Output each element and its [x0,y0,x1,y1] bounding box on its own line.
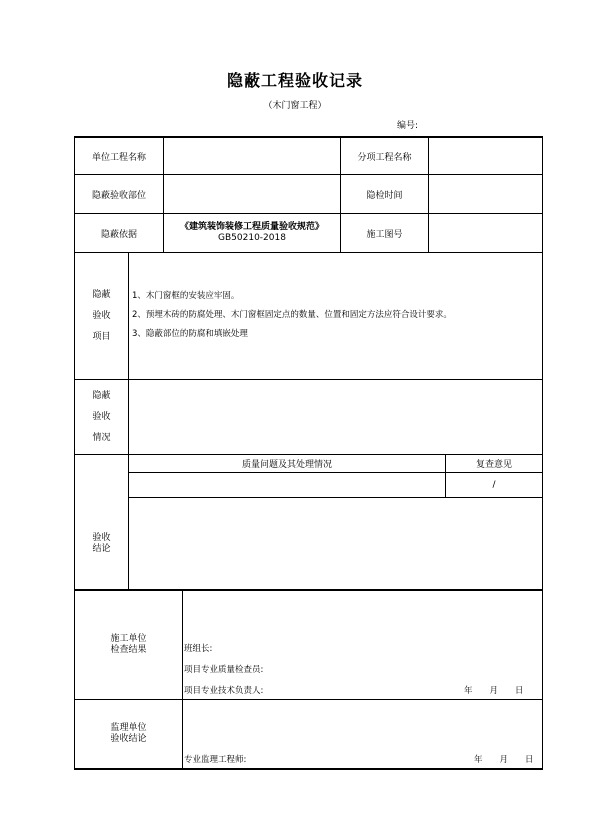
construction-label-line: 检查结果 [110,645,147,655]
team-leader-signature[interactable]: 班组长: [184,644,213,654]
status-section-label [75,380,128,454]
issues-col1-header: 质量问题及其处理情况 [241,460,332,470]
supervision-label-line: 监理单位 [110,723,147,733]
border-bottom [74,768,543,770]
review-opinion-field[interactable]: / [492,480,496,490]
status-label-line: 验收 [92,411,111,422]
basis-value [164,214,340,252]
serial-label: 编号: [397,121,419,131]
quality-inspector-signature[interactable]: 项目专业质量检查员: [184,665,264,675]
status-label-line: 隐蔽 [92,390,111,401]
construction-date[interactable]: 年 月 日 [464,686,524,696]
sub-project-label: 分项工程名称 [357,152,412,163]
sub-project-field[interactable] [429,138,542,174]
conclusion-label-text [92,533,110,555]
construction-label-text [110,634,146,656]
construction-unit-label [75,591,182,699]
conclusion-label-line: 结论 [92,543,111,554]
hline [74,252,543,253]
issues-col2-header: 复查意见 [475,460,512,470]
form-subtitle: （木门窗工程） [263,101,327,111]
inspection-time-label: 隐检时间 [366,190,403,201]
inspection-time-field[interactable] [429,175,542,213]
conclusion-label [75,498,128,589]
items-label-line: 验收 [92,310,111,321]
drawing-no-label: 施工图号 [366,229,403,240]
record-table [74,136,543,770]
items-section-label [75,253,128,379]
basis-standard-code: GB50210-2018 [218,233,286,243]
items-label-line: 隐蔽 [92,289,111,300]
supervision-label-text [110,723,146,745]
basis-standard-name: 《建筑装饰装修工程质量验收规范》 [179,222,324,232]
status-label-text [92,386,110,449]
issues-value-field[interactable] [129,473,445,497]
conclusion-content-field[interactable] [130,498,540,589]
items-label-line: 项目 [92,331,111,342]
drawing-no-field[interactable] [429,214,542,252]
inspection-items-list [132,287,540,344]
unit-project-label: 单位工程名称 [91,152,146,163]
border-right [542,136,543,770]
supervision-unit-label [75,700,182,768]
inspection-item: 1、木门窗框的安装应牢固。 [132,291,240,301]
items-label-text [92,285,110,348]
inspection-item: 3、隐蔽部位的防腐和填嵌处理 [132,329,248,339]
hidden-location-field[interactable] [164,175,340,213]
form-title: 隐蔽工程验收记录 [226,71,363,90]
serial-number [397,118,445,131]
hidden-location-label: 隐蔽验收部位 [91,190,146,201]
supervision-label-line: 验收结论 [110,734,147,744]
status-label-line: 情况 [92,432,111,443]
vline [182,589,183,768]
vline [128,252,129,590]
supervision-date[interactable]: 年 月 日 [474,755,534,765]
basis-label: 隐蔽依据 [100,229,137,240]
unit-project-field[interactable] [164,138,340,174]
construction-label-line: 施工单位 [110,634,147,644]
tech-lead-signature[interactable]: 项目专业技术负责人: [184,686,264,696]
conclusion-label-line: 验收 [92,532,111,543]
inspection-item: 2、预埋木砖的防腐处理、木门窗框固定点的数量、位置和固定方法应符合设计要求。 [132,310,452,320]
status-content-field[interactable] [130,380,540,454]
supervision-engineer-signature[interactable]: 专业监理工程师: [184,755,247,765]
